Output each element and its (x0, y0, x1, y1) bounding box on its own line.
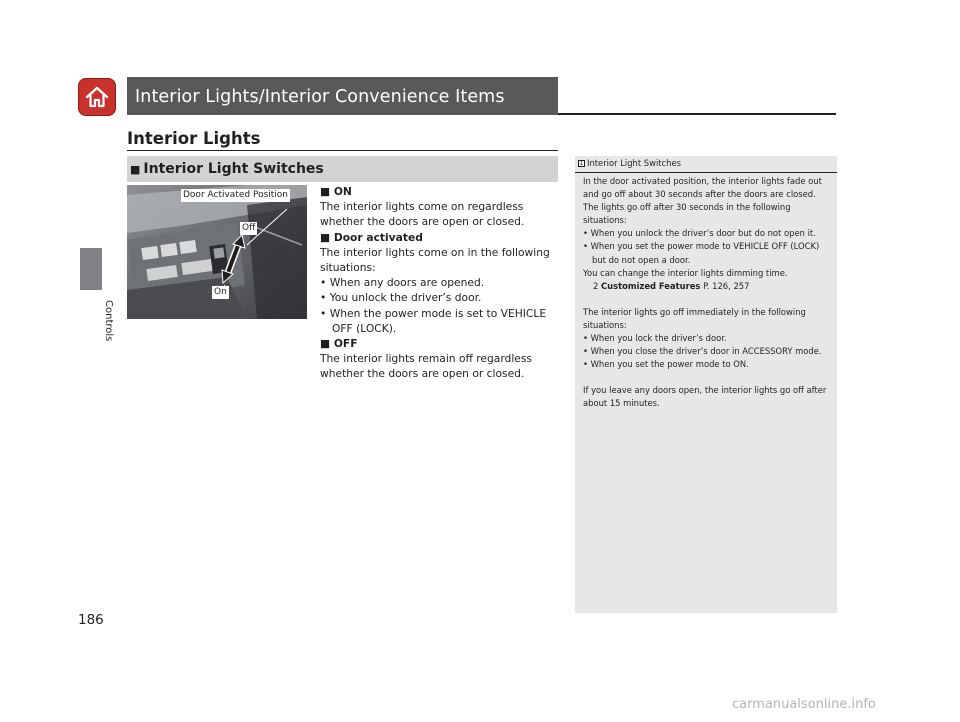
cross-reference-link[interactable] (583, 280, 831, 293)
switch-descriptions (320, 184, 558, 382)
side-tab-controls[interactable] (79, 300, 114, 350)
list-item: • When you close the driver’s door in ACCESSORY mode. (583, 346, 822, 357)
chapter-title: Interior Lights/Interior Convenience Items (127, 77, 558, 115)
note-paragraph: In the door activated position, the interior lights fade out and go off about 30 seconds after the doors are closed. (583, 176, 822, 200)
list-item: • You unlock the driver’s door. (320, 291, 482, 305)
reference-title: Customized Features (601, 280, 701, 291)
subsection-title: Interior Light Switches (143, 161, 324, 177)
page-number: 186 (78, 612, 104, 628)
section-rule (127, 150, 558, 151)
note-paragraph: You can change the interior lights dimming time. (583, 267, 788, 278)
notes-sidebar (575, 156, 837, 613)
side-tab-label: Controls (103, 300, 114, 342)
notes-header-title: Interior Light Switches (587, 158, 681, 168)
off-description: The interior lights remain off regardless whether the doors are open or closed. (320, 352, 533, 381)
note-paragraph: The lights go off after 30 seconds in the following situations: (583, 202, 791, 226)
list-item: • When you unlock the driver’s door but do not open it. (583, 228, 816, 239)
spacer (583, 293, 831, 306)
reference-arrow-icon: 2 (593, 280, 599, 291)
watermark: carmanualsonline.info (732, 697, 876, 712)
note-paragraph: If you leave any doors open, the interior lights go off after about 15 minutes. (583, 385, 827, 409)
notes-header (575, 156, 837, 173)
off-heading: ■ OFF (320, 337, 358, 351)
spacer (583, 371, 831, 384)
note-paragraph: The interior lights go off immediately in the following situations: (583, 306, 806, 330)
title-rule (558, 113, 836, 115)
home-button[interactable] (78, 78, 116, 116)
side-tab-marker (80, 248, 102, 290)
home-icon (83, 83, 111, 111)
section-title: Interior Lights (127, 129, 261, 148)
door-activated-description: The interior lights come on in the following situations: (320, 245, 550, 275)
note-marker-icon: 1 (579, 160, 584, 167)
door-activated-heading: ■ Door activated (320, 230, 423, 244)
door-activated-label: Door Activated Position (183, 190, 289, 200)
list-item: • When the power mode is set to VEHICLE OFF (LOCK). (320, 306, 547, 335)
off-label: Off (242, 223, 256, 233)
on-heading: ■ ON (320, 185, 352, 198)
notes-body (583, 175, 831, 411)
reference-pages: P. 126, 257 (700, 280, 750, 291)
list-item: • When you set the power mode to VEHICLE OFF (LOCK) but do not open a door. (583, 241, 820, 265)
subsection-header (127, 156, 558, 182)
list-item: • When you lock the driver’s door. (583, 333, 727, 344)
on-label: On (214, 287, 227, 297)
subsection-marker: ■ (130, 163, 141, 176)
list-item: • When you set the power mode to ON. (583, 359, 749, 370)
list-item: • When any doors are opened. (320, 276, 485, 290)
on-description: The interior lights come on regardless whether the doors are open or closed. (320, 200, 525, 229)
